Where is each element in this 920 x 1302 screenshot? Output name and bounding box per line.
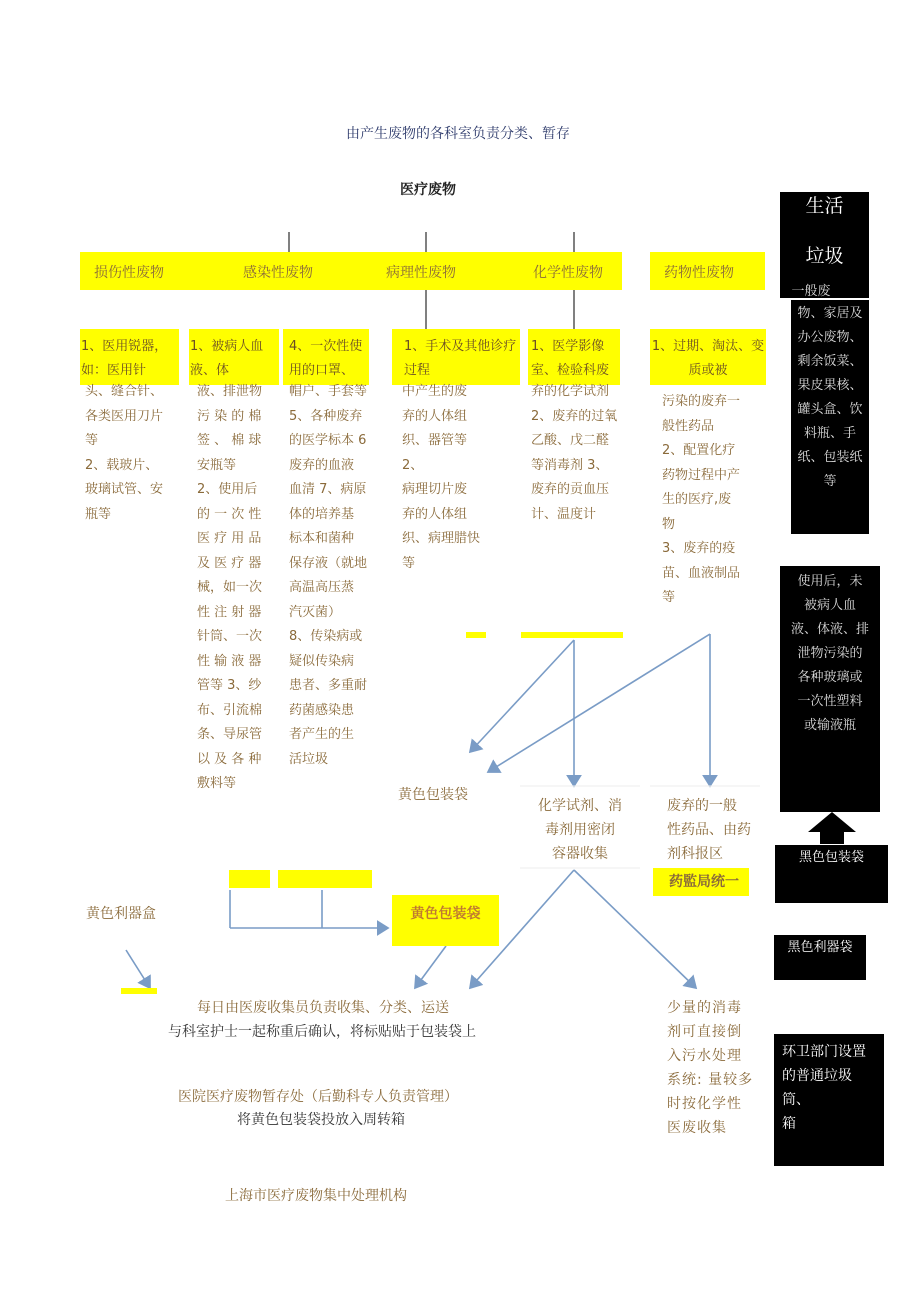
- path-head: 1、手术及其他诊疗过程: [404, 339, 517, 378]
- chem-head: 1、医学影像室、检验科废: [531, 339, 610, 378]
- text-line: 般性药品: [662, 418, 715, 434]
- text-line: 中产生的废: [402, 384, 468, 399]
- inf2-head: 4、一次性使用的口罩、: [289, 339, 363, 378]
- text-line: 的 一 次 性: [197, 506, 262, 522]
- highlight-strip: [278, 870, 372, 888]
- text-line: 等: [402, 555, 416, 571]
- text-line: 保存液（就地: [289, 555, 368, 571]
- text-line: 废弃的贡血压: [531, 482, 610, 497]
- black-sharps-label: 黑色利器袋: [787, 940, 853, 955]
- text-line: 时按化学性: [667, 1096, 742, 1112]
- text-line: 泄物污染的: [797, 646, 863, 661]
- text-line: 计、温度计: [531, 506, 597, 522]
- text-line: 弃的人体组: [402, 408, 468, 424]
- text-line: 条、导尿管: [197, 727, 263, 742]
- drug-head: 1、过期、淘汰、变质或被: [651, 339, 765, 378]
- text-line: 各类医用刀片: [85, 408, 164, 424]
- sharp-head: 1、医用锐器，如：医用针: [81, 339, 168, 378]
- text-line: 患者、多重耐: [289, 678, 368, 693]
- text-line: 2、配置化疗: [662, 443, 736, 458]
- text-line: 弃的人体组: [402, 506, 468, 522]
- text-line: 箱: [782, 1116, 796, 1132]
- text-line: 医废收集: [667, 1120, 727, 1136]
- living-title-2: 垃圾: [805, 245, 844, 267]
- text-line: 病理切片废: [402, 482, 468, 497]
- text-line: 瓶等: [85, 506, 112, 522]
- storage-note-1: 医院医疗废物暂存处（后勤科专人负责管理）: [178, 1089, 458, 1105]
- text-line: 性 注 射 器: [197, 604, 262, 620]
- text-line: 的普通垃圾: [782, 1068, 852, 1084]
- path-body: [402, 380, 492, 576]
- text-line: 性药品、由药: [667, 822, 751, 838]
- text-line: 剩余饭菜、: [797, 354, 863, 369]
- highlight-strip: [121, 988, 157, 994]
- text-line: 容器收集: [552, 846, 608, 862]
- text-line: 等消毒剂 3、: [531, 457, 609, 473]
- drug-body: [662, 390, 754, 611]
- text-line: 一次性塑料: [797, 694, 863, 709]
- text-line: 等: [85, 433, 99, 448]
- root-title: 医疗废物: [400, 182, 456, 198]
- highlight-strip: [521, 632, 623, 638]
- text-line: 针筒、一次: [197, 629, 263, 644]
- text-line: 入污水处理: [667, 1048, 742, 1064]
- text-line: 8、传染病或: [289, 629, 363, 644]
- text-line: 织、病理腊快: [402, 531, 481, 546]
- text-line: 使用后，未: [797, 574, 863, 589]
- category-sharp: 损伤性废物: [94, 265, 164, 281]
- text-line: 2、使用后: [197, 482, 258, 497]
- daily-collection-1: 每日由医废收集员负责收集、分类、运送: [197, 1000, 449, 1016]
- sharps-box-label: 黄色利器盒: [86, 906, 156, 922]
- text-line: 以 及 各 种: [197, 751, 262, 767]
- text-line: 的医学标本 6: [289, 433, 367, 448]
- text-line: 环卫部门设置: [782, 1044, 866, 1060]
- text-line: 罐头盒、饮: [797, 402, 863, 417]
- category-pharmaceutical: 药物性废物: [664, 265, 734, 281]
- text-line: 废弃的一般: [667, 798, 737, 814]
- text-line: 污染的废弃一: [662, 394, 741, 409]
- chem-body: [531, 380, 623, 527]
- text-line: 活垃圾: [289, 751, 329, 767]
- text-line: 各种玻璃或: [797, 670, 863, 685]
- text-line: 办公废物、: [797, 330, 863, 345]
- used-bottles-text: [780, 570, 880, 738]
- text-line: 3、废弃的疫: [662, 541, 736, 556]
- text-line: 苗、血液制品: [662, 565, 741, 581]
- text-line: 签 、 棉 球: [197, 433, 262, 448]
- responsibility-note: 由产生废物的各科室负责分类、暂存: [346, 126, 570, 142]
- text-line: 疑似传染病: [289, 653, 355, 669]
- text-line: 化学试剂、消: [538, 798, 622, 814]
- text-line: 废弃的血液: [289, 457, 355, 473]
- text-line: 血清 7、病原: [289, 482, 367, 497]
- category-pathological: 病理性废物: [386, 265, 456, 281]
- text-line: 等: [823, 474, 837, 489]
- chem-collect: [520, 794, 640, 866]
- text-line: 头、缝合针、: [85, 384, 164, 399]
- text-line: 剂可直接倒: [667, 1024, 742, 1040]
- inf2-body: [289, 380, 371, 772]
- text-line: 汽灭菌）: [289, 604, 342, 620]
- text-line: 药菌感染患: [289, 702, 355, 718]
- text-line: 污 染 的 棉: [197, 408, 262, 424]
- text-line: 标本和菌种: [289, 531, 355, 546]
- text-line: 安瓶等: [197, 457, 237, 473]
- living-title-1: 生活: [805, 195, 844, 217]
- living-body: [791, 302, 869, 494]
- text-line: 剂科报区: [667, 846, 723, 862]
- black-bag-label: 黑色包装袋: [798, 850, 864, 865]
- text-line: 药物过程中产: [662, 467, 741, 483]
- inf1-body: [197, 380, 267, 797]
- category-infectious: 感染性废物: [243, 265, 313, 281]
- text-line: 敷料等: [197, 776, 237, 791]
- text-line: 医 疗 用 品: [197, 531, 262, 546]
- text-line: 毒剂用密闭: [545, 822, 615, 838]
- sanitation-text: [782, 1040, 882, 1136]
- sharp-body: [85, 380, 175, 527]
- highlight-strip: [229, 870, 270, 888]
- text-line: 系统: 量较多: [667, 1072, 754, 1088]
- disinfectant-note: [667, 996, 757, 1140]
- text-line: 液、体液、排: [790, 622, 869, 637]
- category-chemical: 化学性废物: [533, 265, 603, 281]
- text-line: 被病人血: [803, 598, 856, 613]
- text-line: 体的培养基: [289, 506, 355, 522]
- drug-bureau-label: 药監局统一: [669, 874, 739, 890]
- text-line: 2、废弃的过氧: [531, 408, 618, 424]
- text-line: 性 输 液 器: [197, 653, 262, 669]
- text-line: 生的医疗,废: [662, 492, 732, 507]
- text-line: 物: [662, 516, 676, 532]
- text-line: 玻璃试管、安: [85, 482, 164, 497]
- text-line: 者产生的生: [289, 727, 355, 742]
- text-line: 织、器管等 2、: [402, 433, 468, 473]
- text-line: 帽户、手套等: [289, 384, 368, 399]
- text-line: 少量的消毒: [667, 1000, 742, 1016]
- text-line: 管等 3、纱: [197, 678, 262, 693]
- yellow-bag-mid-label: 黄色包装袋: [410, 906, 481, 922]
- text-line: 2、载玻片、: [85, 457, 159, 473]
- text-line: 乙酸、戊二醛: [531, 433, 610, 448]
- up-arrow-icon: [806, 810, 858, 844]
- text-line: 或输液瓶: [803, 718, 856, 733]
- daily-collection-2: 与科室护士一起称重后确认，将标贴贴于包装袋上: [168, 1024, 476, 1040]
- text-line: 等: [662, 590, 676, 605]
- text-line: 高温高压蒸: [289, 580, 355, 595]
- text-line: 及 医 疗 器: [197, 555, 262, 571]
- highlight-strip: [466, 632, 486, 638]
- text-line: 筒、: [782, 1092, 810, 1108]
- living-line-0: 一般废: [791, 284, 831, 299]
- drug-collect: [667, 794, 763, 866]
- yellow-bag-top-label: 黄色包装袋: [398, 787, 468, 803]
- text-line: 物、家居及: [797, 306, 863, 321]
- text-line: 料瓶、手: [803, 426, 856, 441]
- text-line: 液、排泄物: [197, 384, 263, 399]
- storage-note-2: 将黄色包装袋投放入周转箱: [237, 1112, 405, 1128]
- inf1-head: 1、被病人血液、体: [190, 339, 264, 378]
- final-disposal: 上海市医疗废物集中处理机构: [225, 1188, 407, 1204]
- text-line: 械，如一次: [197, 580, 263, 595]
- text-line: 弃的化学试剂: [531, 384, 610, 399]
- text-line: 纸、包装纸: [797, 450, 863, 465]
- text-line: 布、引流棉: [197, 702, 263, 718]
- text-line: 5、各种废弃: [289, 408, 363, 424]
- text-line: 果皮果核、: [797, 378, 863, 393]
